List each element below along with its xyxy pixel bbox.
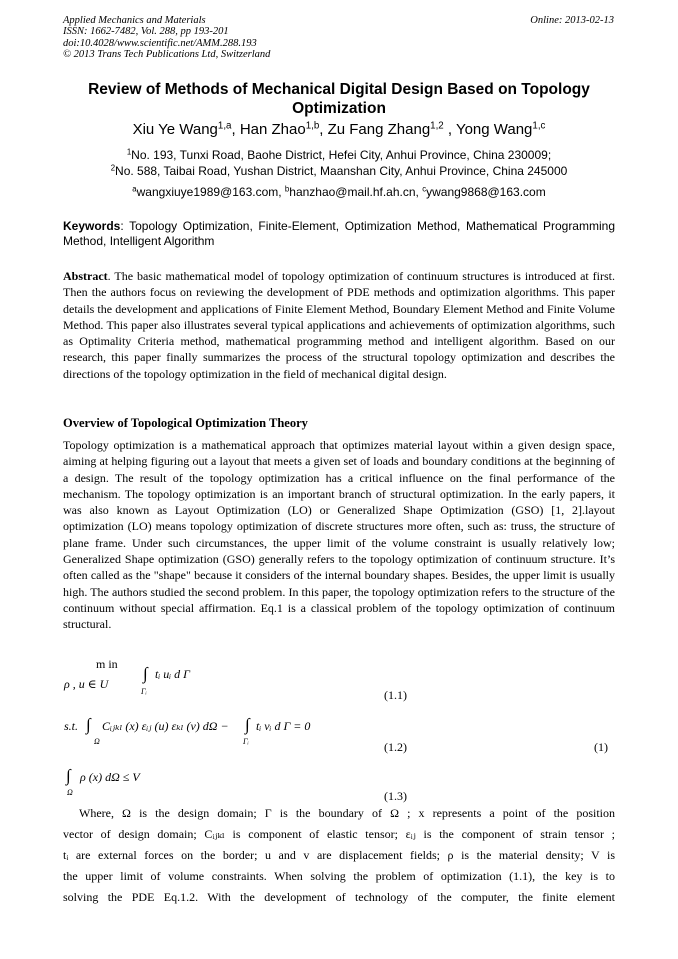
paper-title xyxy=(63,80,615,118)
affiliation-1 xyxy=(63,148,615,164)
affiliation-text: No. 588, Taibai Road, Yushan District, Maanshan City, Anhui Province, China 245000 xyxy=(115,163,568,178)
integral-sign: ∫ xyxy=(143,664,148,683)
eq-number-1: (1) xyxy=(594,740,608,754)
abstract xyxy=(63,268,615,382)
author-name: Zu Fang Zhang xyxy=(327,121,431,138)
affiliation-sup: 2 xyxy=(110,163,116,173)
author-list: Xiu Ye Wang$^{1,a}$, Han Zhao$^{1,b}$, Zu Fang Zhang$^{1,2}$ , Yong Wang$^{1,c}$ xyxy=(132,120,546,138)
abstract-text: . The basic mathematical model of topology optimization of continuum structures is introduced at first. Then the authors focus on reviewing the development of PDE methods and optimization algorithms. This paper details the development and applications of Finite Element Method, Boundary Element Method and Finite Volume Method. This paper also illustrates several typical applications and achievements of optimization algorithms, such as Optimality Criteria method, mathematical programming method and intelligent algorithm. Based on our research, this paper finally summarizes the process of the structural topology optimization and describes the directions of the topology optimization in the field of mechanical digital design. xyxy=(63,269,615,381)
eq-number-1-3: (1.3) xyxy=(384,789,407,803)
eq2-prefix: s.t. xyxy=(64,719,79,733)
affiliations xyxy=(63,148,615,179)
title-line-2: Optimization xyxy=(292,100,386,117)
author-sup: 1,a xyxy=(217,120,232,132)
eq2-body: Cᵢⱼₖₗ (x) εᵢⱼ (u) εₖₗ (v) dΩ − xyxy=(102,719,229,733)
email-list xyxy=(63,185,615,200)
author-name: Yong Wang xyxy=(455,121,533,138)
author-sup: 1,b xyxy=(305,120,320,132)
integral-sign: ∫ xyxy=(66,766,71,785)
journal-name: Applied Mechanics and Materials xyxy=(63,15,206,26)
online-date: Online: 2013-02-13 xyxy=(530,15,614,26)
author-sup: 1,c xyxy=(532,120,546,132)
where-paragraph xyxy=(63,803,615,908)
author-name: Xiu Ye Wang xyxy=(132,121,218,138)
eq-constraint-set: ρ , u ∈ U xyxy=(64,677,109,691)
keywords xyxy=(63,219,615,249)
copyright-line: © 2013 Trans Tech Publications Ltd, Switzerland xyxy=(63,49,271,61)
affiliation-2 xyxy=(63,164,615,180)
section-heading: Overview of Topological Optimization Theory xyxy=(63,416,308,430)
author-name: Han Zhao xyxy=(239,121,306,138)
doi-line: doi:10.4028/www.scientific.net/AMM.288.193 xyxy=(63,37,257,49)
email-sup: a xyxy=(132,184,137,194)
email: ywang9868@163.com xyxy=(426,185,546,199)
where-line: the upper limit of volume constraints. When solving the problem of optimization (1.1), the key is to xyxy=(63,869,615,883)
title-line-1: Review of Methods of Mechanical Digital Design Based on Topology xyxy=(88,81,590,98)
keywords-label: Keywords xyxy=(63,219,121,233)
email: hanzhao@mail.hf.ah.cn, xyxy=(289,185,423,199)
where-line: solving the PDE Eq.1.2. With the development of technology of the computer, the finite element xyxy=(63,890,615,904)
where-line: Where, Ω is the design domain; Γ is the boundary of Ω ; x represents a point of the position xyxy=(79,806,615,820)
where-line: tᵢ are external forces on the border; u and v are displacement fields; ρ is the material density; V is xyxy=(63,848,615,862)
issn-line: ISSN: 1662-7482, Vol. 288, pp 193-201 xyxy=(63,26,229,38)
integral-sign: ∫ xyxy=(245,715,250,734)
where-line: vector of design domain; Cᵢⱼₖₗ is component of elastic tensor; εᵢⱼ is the component of strain tensor ; xyxy=(63,827,615,841)
eq1-body: tᵢ uᵢ d Γ xyxy=(155,667,190,681)
eq3-body: ρ (x) dΩ ≤ V xyxy=(80,770,140,784)
email: wangxiuye1989@163.com, xyxy=(136,185,285,199)
integral-sign: ∫ xyxy=(86,715,91,734)
email-sup: b xyxy=(284,184,290,194)
eq2-sub-gamma: Γᵢ xyxy=(243,737,249,746)
eq2-sub: Ω xyxy=(94,737,100,746)
eq2-tail: tᵢ vᵢ d Γ = 0 xyxy=(256,719,311,733)
eq-number-1-2: (1.2) xyxy=(384,740,407,754)
abstract-label: Abstract xyxy=(63,269,108,283)
journal-header xyxy=(63,15,270,61)
eq-number-1-1: (1.1) xyxy=(384,688,407,702)
author-sup: 1,2 xyxy=(430,120,444,132)
keywords-text: : Topology Optimization, Finite-Element, Optimization Method, Mathematical Programming Method, Intelligent Algorithm xyxy=(63,219,615,248)
section-body: Topology optimization is a mathematical approach that optimizes material layout within a given design space, aiming at helping figuring out a layout that meets a given set of loads and boundary conditions at the beginning of a design. The result of the topology optimization has a critical influence on the final performance of the mechanism. The topology optimization is an important branch of structural optimization. In the early papers, it was also known as Layout Optimization (LO) or Generalized Shape Optimization (GSO) [1, 2].layout optimization (LO) means topology optimization of discrete structures more often, such as: truss, the structure of plane frame. Under such circumstances, the upper limit of the volume constraint is usually relatively low; Generalized Shape optimization (GSO) generally refers to the topology optimization of continuum structure. It’s often called as the "shape" because it considers of the internal boundary shapes. Besides, the upper limit is usually high. The authors studied the second problem. In this paper, the topology optimization refers to the structure of the continuum without special affirmation. Eq.1 is a classical problem of the topology optimization of continuum structural. xyxy=(63,438,615,632)
affiliation-sup: 1 xyxy=(126,147,132,157)
eq1-sub: Γᵢ xyxy=(141,687,147,696)
eq3-sub: Ω xyxy=(67,788,73,797)
eq-min-label: m in xyxy=(96,657,118,671)
email-sup: c xyxy=(422,184,427,194)
affiliation-text: No. 193, Tunxi Road, Baohe District, Hefei City, Anhui Province, China 230009; xyxy=(131,148,552,162)
